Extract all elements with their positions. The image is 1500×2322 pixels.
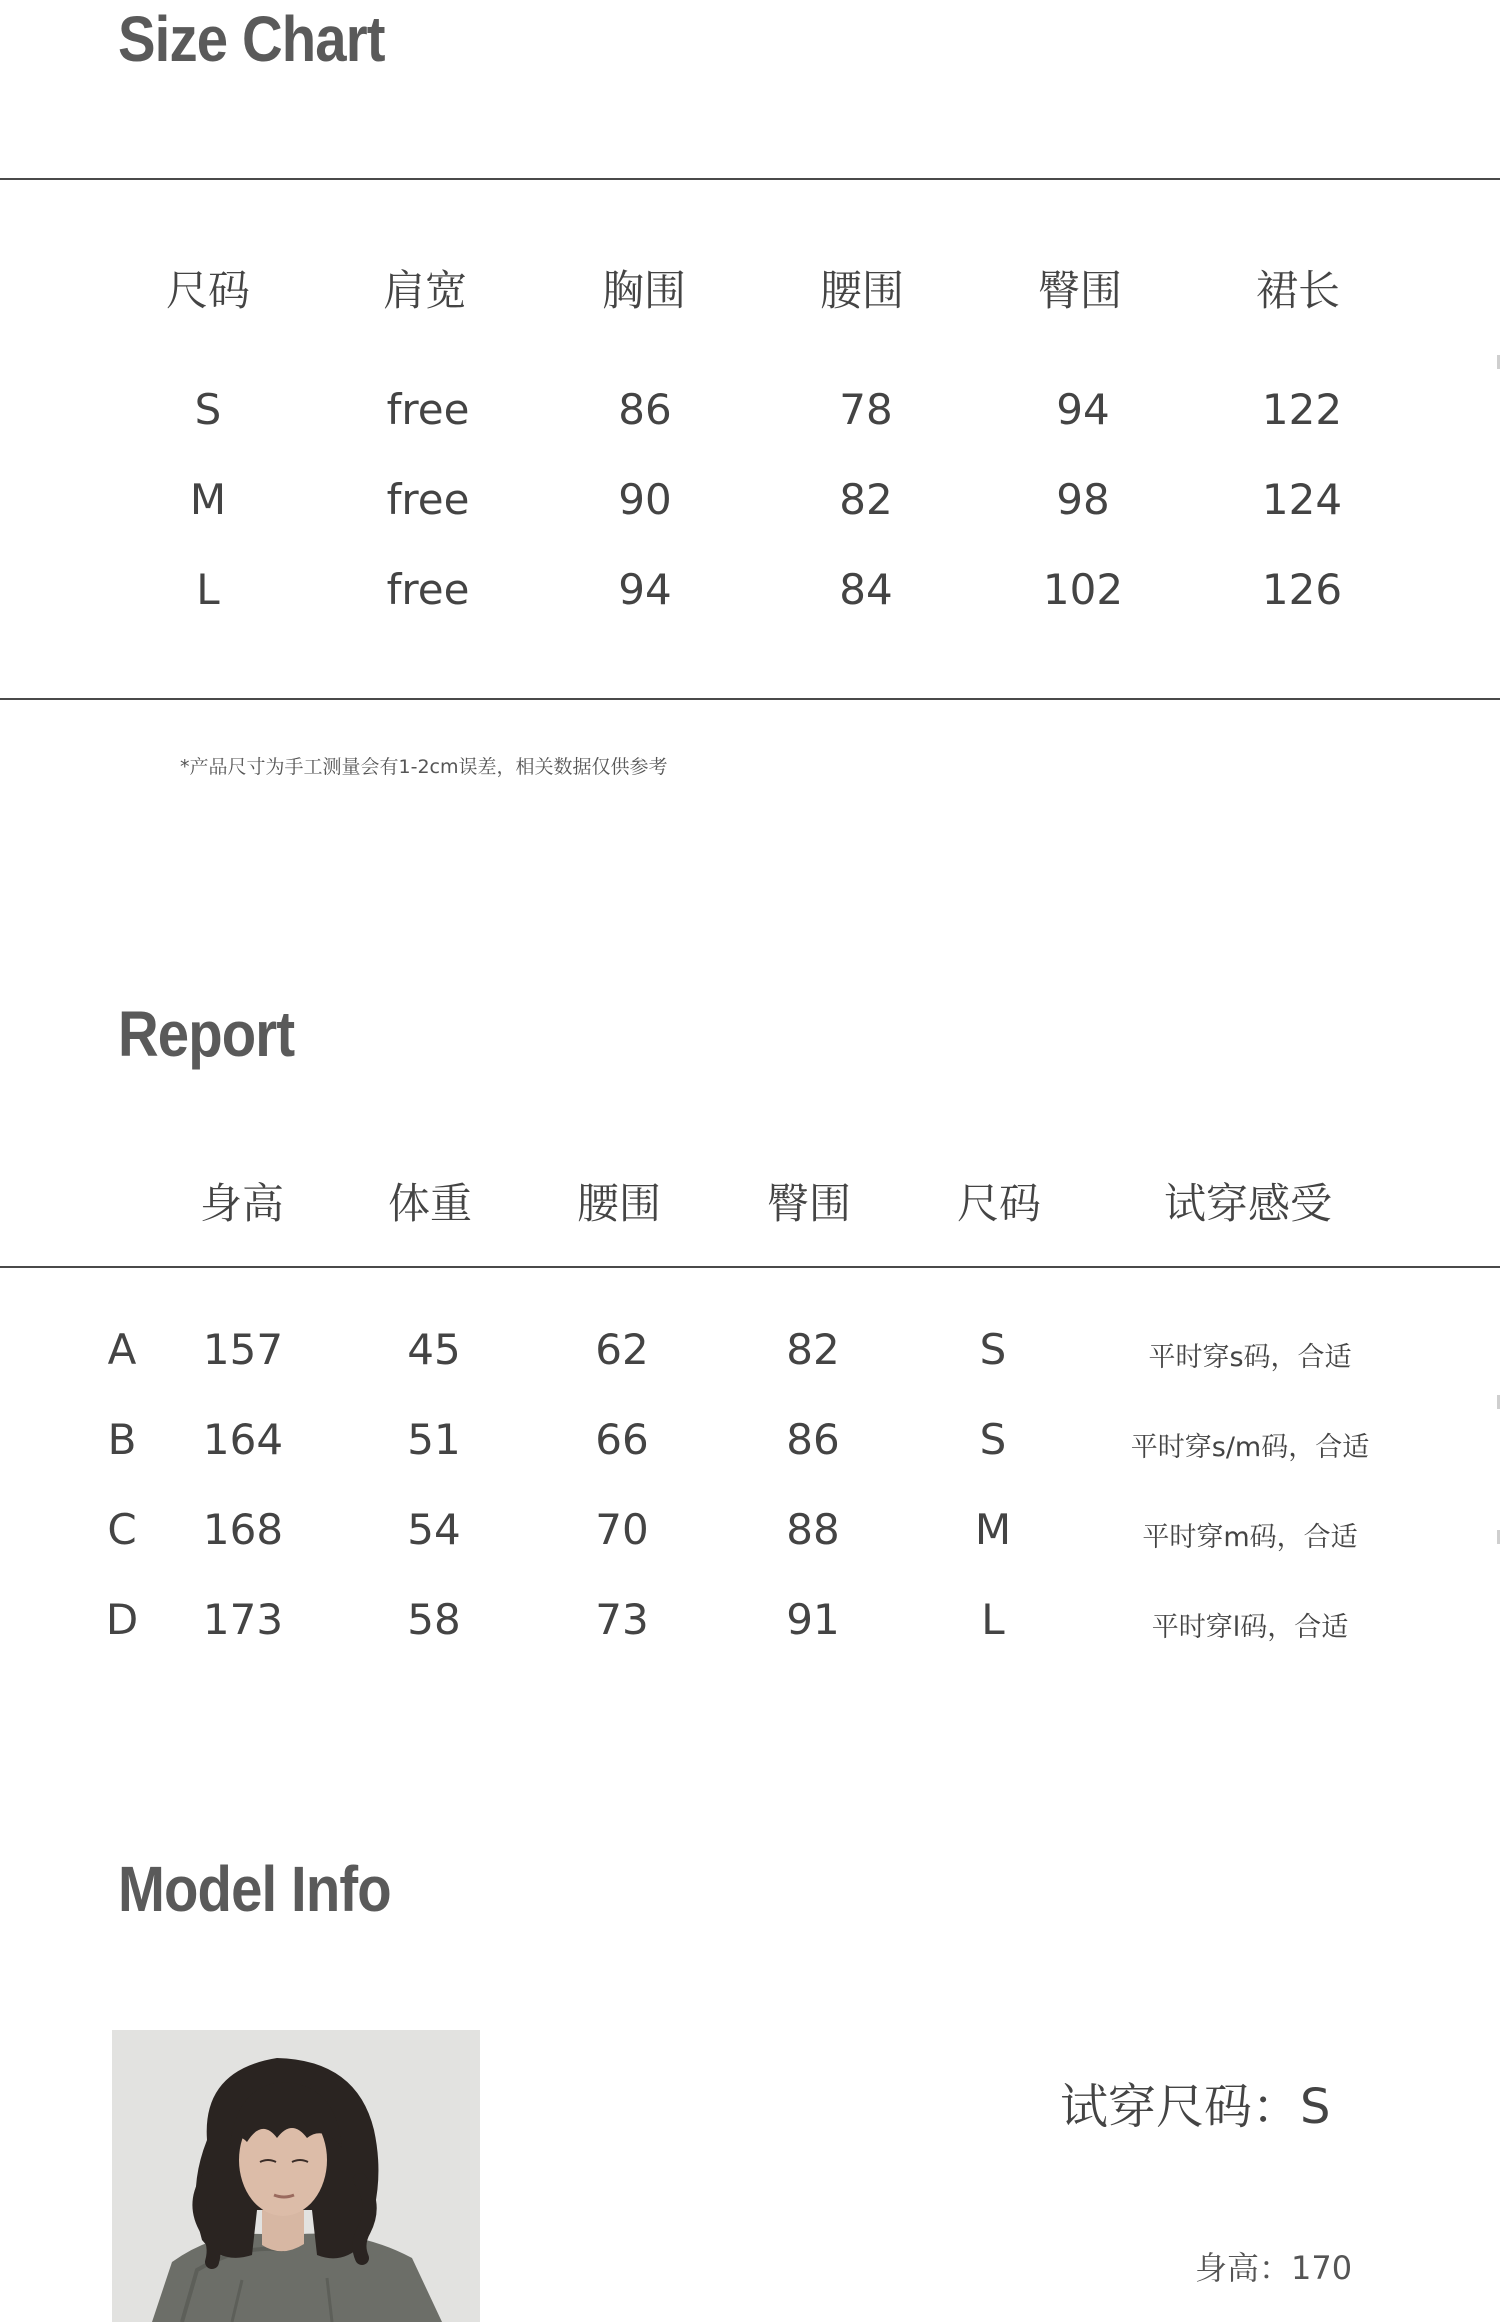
report-cell: B [107, 1415, 137, 1464]
size-chart-header: 尺码 [165, 266, 250, 315]
report-cell: 86 [786, 1415, 840, 1464]
report-feedback: 平时穿l码，合适 [1151, 1612, 1349, 1643]
report-cell: 157 [202, 1325, 284, 1374]
report-header-rule [0, 1266, 1500, 1268]
size-chart-header: 胸围 [601, 266, 686, 315]
size-chart-header: 腰围 [819, 266, 904, 315]
report-cell: 58 [407, 1595, 461, 1644]
report-cell: 82 [786, 1325, 840, 1374]
report-cell: 73 [595, 1595, 649, 1644]
size-chart-cell: 126 [1261, 565, 1343, 614]
model-photo [112, 2030, 480, 2322]
size-chart-header: 肩宽 [382, 266, 467, 315]
report-cell: 54 [407, 1505, 461, 1554]
report-cell: 51 [407, 1415, 461, 1464]
size-chart-cell: S [194, 385, 222, 434]
report-cell: D [105, 1595, 139, 1644]
size-chart-cell: L [196, 565, 220, 614]
report-cell: 168 [202, 1505, 284, 1554]
model-photo-illustration [112, 2030, 480, 2322]
size-chart-cell: 86 [618, 385, 672, 434]
size-chart-cell: 82 [839, 475, 893, 524]
report-header: 体重 [387, 1179, 472, 1228]
report-feedback: 平时穿s码，合适 [1148, 1342, 1352, 1373]
size-chart-cell: 124 [1261, 475, 1343, 524]
report-header: 尺码 [956, 1179, 1041, 1228]
report-feedback: 平时穿m码，合适 [1142, 1522, 1358, 1553]
size-chart-cell: free [386, 385, 470, 434]
size-chart-cell: 90 [618, 475, 672, 524]
report-header: 臀围 [766, 1179, 851, 1228]
report-title: Report [118, 998, 295, 1070]
size-chart-header: 裙长 [1255, 266, 1340, 315]
report-header: 身高 [199, 1179, 284, 1228]
size-chart-cell: 94 [1056, 385, 1110, 434]
report-cell: 173 [202, 1595, 284, 1644]
report-cell: 45 [407, 1325, 461, 1374]
size-chart-cell: 122 [1261, 385, 1343, 434]
size-chart-cell: 84 [839, 565, 893, 614]
report-cell: S [979, 1415, 1007, 1464]
size-chart-cell: 94 [618, 565, 672, 614]
measurement-note: *产品尺寸为手工测量会有1-2cm误差，相关数据仅供参考 [180, 756, 668, 778]
report-cell: 88 [786, 1505, 840, 1554]
size-chart-bottom-rule [0, 698, 1500, 700]
size-chart-cell: free [386, 475, 470, 524]
size-chart-cell: 102 [1042, 565, 1124, 614]
report-cell: S [979, 1325, 1007, 1374]
report-header: 试穿感受 [1163, 1179, 1332, 1228]
report-cell: 66 [595, 1415, 649, 1464]
size-chart-header: 臀围 [1037, 266, 1122, 315]
report-cell: 62 [595, 1325, 649, 1374]
size-chart-cell: 98 [1056, 475, 1110, 524]
report-cell: C [107, 1505, 137, 1554]
report-cell: M [974, 1505, 1012, 1554]
model-height-label: 身高：170 [1195, 2249, 1353, 2287]
report-cell: 91 [786, 1595, 840, 1644]
report-header: 腰围 [576, 1179, 661, 1228]
report-cell: 164 [202, 1415, 284, 1464]
size-chart-cell: 78 [839, 385, 893, 434]
report-cell: L [981, 1595, 1005, 1644]
report-feedback: 平时穿s/m码，合适 [1130, 1432, 1370, 1463]
size-chart-cell: M [189, 475, 227, 524]
size-chart-title: Size Chart [118, 3, 385, 75]
report-cell: A [107, 1325, 137, 1374]
size-chart-cell: free [386, 565, 470, 614]
try-size-label: 试穿尺码：S [1060, 2079, 1331, 2135]
size-chart-top-rule [0, 178, 1500, 180]
model-info-title: Model Info [118, 1853, 391, 1925]
report-cell: 70 [595, 1505, 649, 1554]
